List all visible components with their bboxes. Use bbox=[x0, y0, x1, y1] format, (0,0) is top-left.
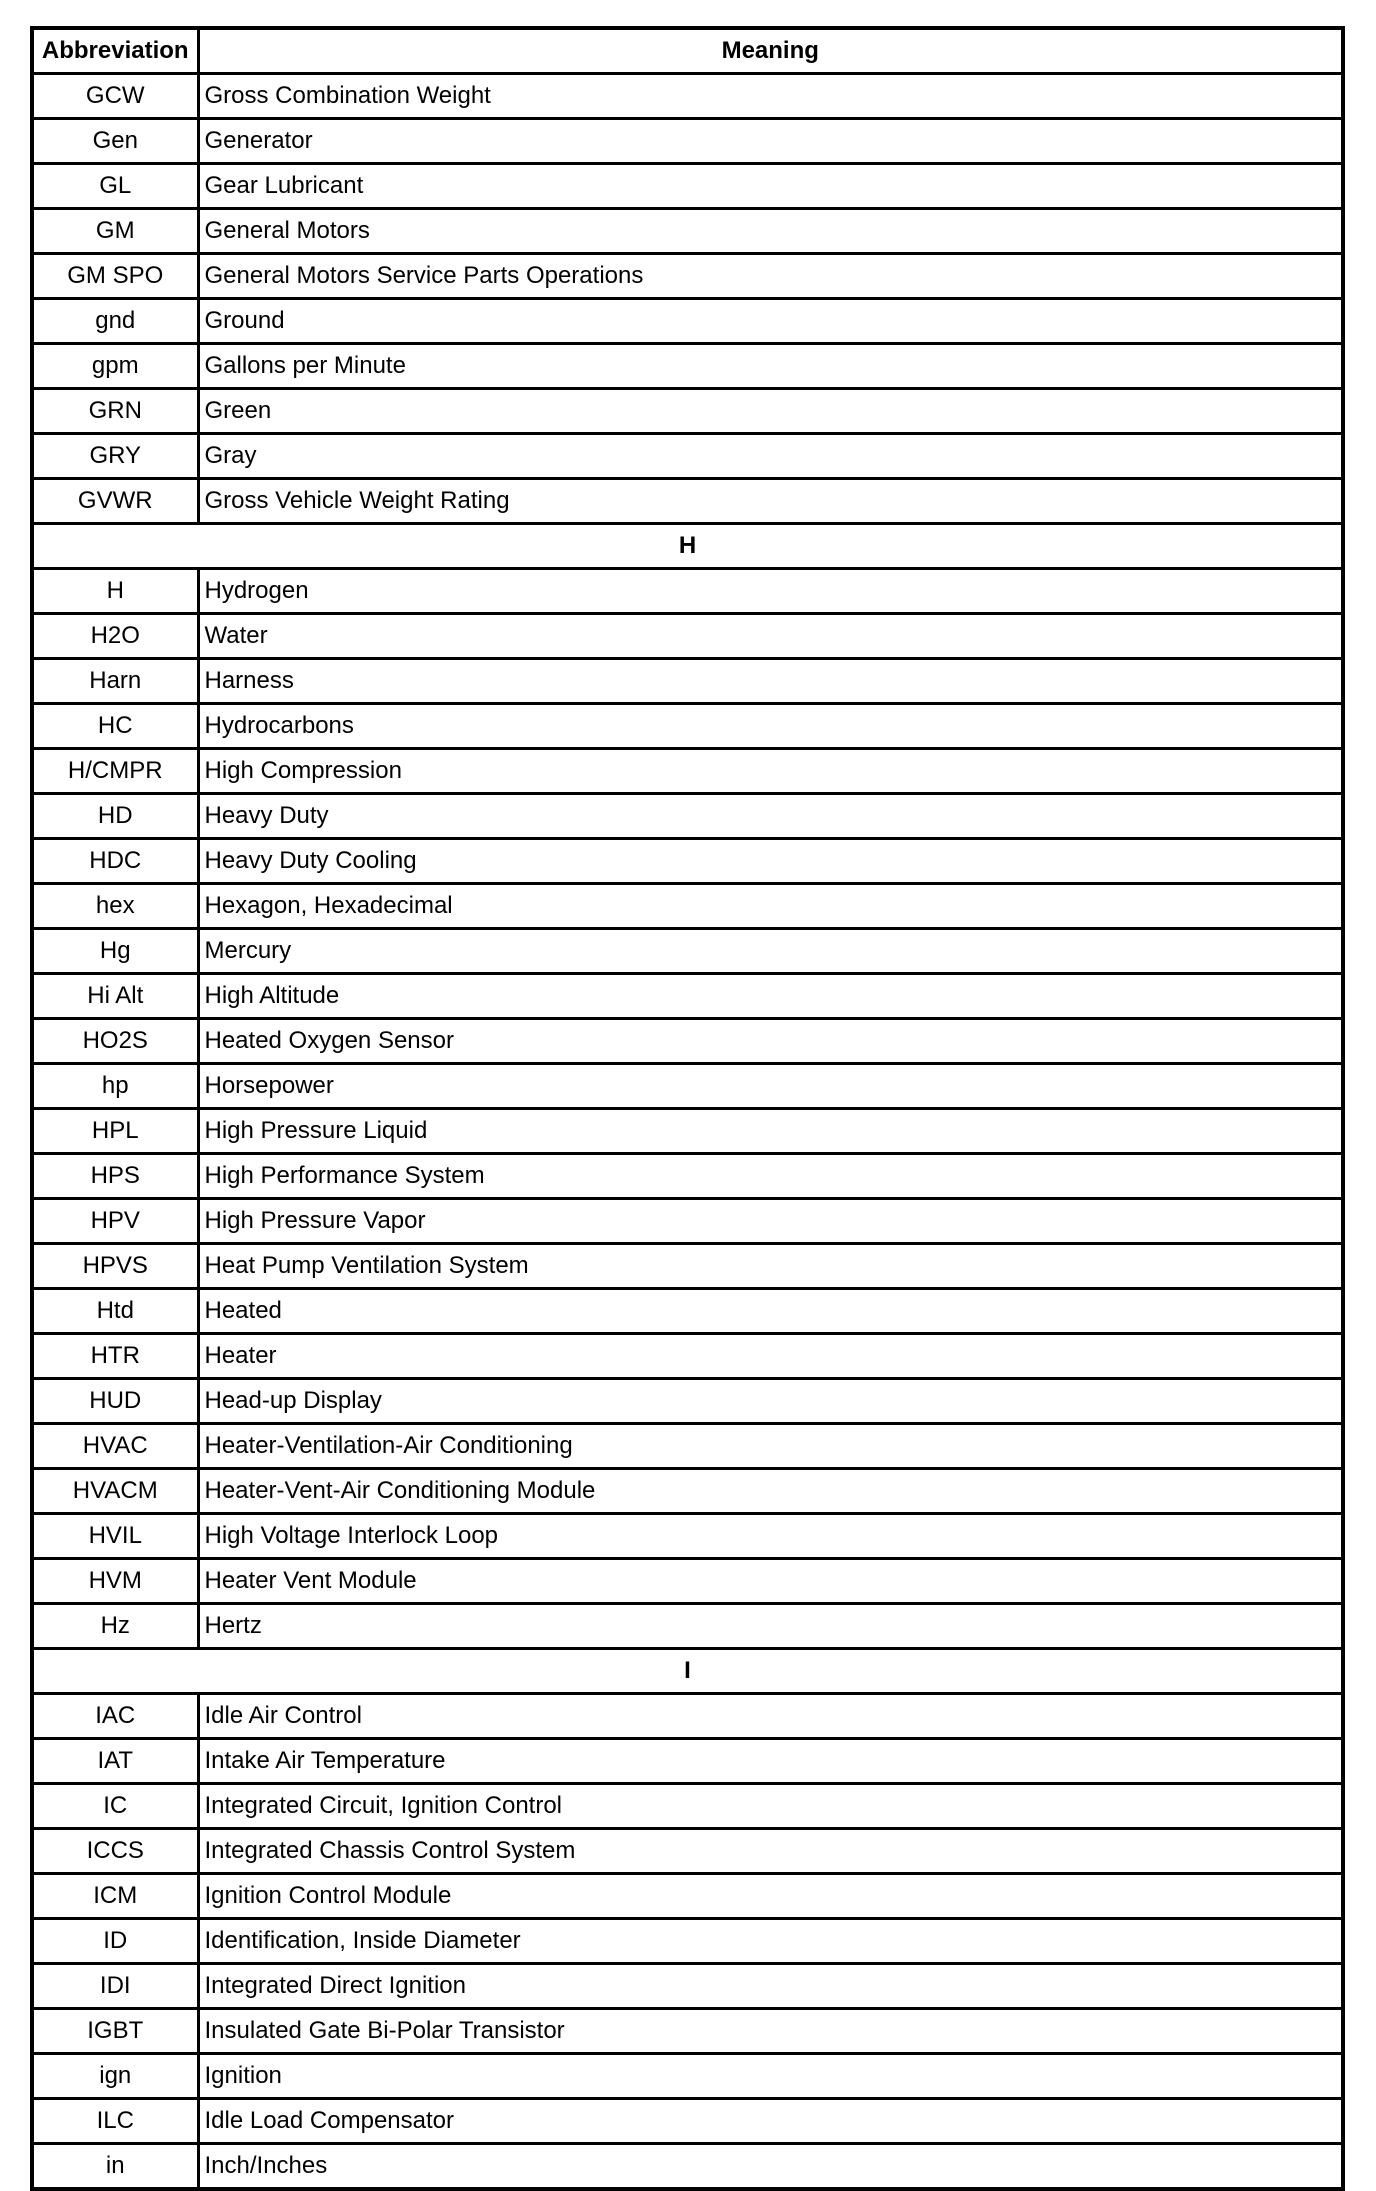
abbreviation-cell: HD bbox=[32, 794, 198, 839]
abbreviation-cell: GM SPO bbox=[32, 254, 198, 299]
abbreviation-cell: Hg bbox=[32, 929, 198, 974]
meaning-cell: Gear Lubricant bbox=[198, 164, 1343, 209]
table-row bbox=[32, 1919, 1343, 1964]
meaning-cell: Harness bbox=[198, 659, 1343, 704]
table-row bbox=[32, 1109, 1343, 1154]
abbreviation-cell: HVAC bbox=[32, 1424, 198, 1469]
table-row bbox=[32, 839, 1343, 884]
table-row bbox=[32, 74, 1343, 119]
meaning-cell: High Compression bbox=[198, 749, 1343, 794]
meaning-cell: Hydrocarbons bbox=[198, 704, 1343, 749]
table-row bbox=[32, 2009, 1343, 2054]
table-row bbox=[32, 1064, 1343, 1109]
abbreviation-cell: IDI bbox=[32, 1964, 198, 2009]
abbreviation-cell: H/CMPR bbox=[32, 749, 198, 794]
abbreviation-cell: HVIL bbox=[32, 1514, 198, 1559]
meaning-cell: High Altitude bbox=[198, 974, 1343, 1019]
table-row bbox=[32, 2054, 1343, 2099]
abbreviation-cell: ID bbox=[32, 1919, 198, 1964]
table-row bbox=[32, 344, 1343, 389]
table-row bbox=[32, 1874, 1343, 1919]
meaning-cell: Inch/Inches bbox=[198, 2144, 1343, 2190]
meaning-cell: Heated bbox=[198, 1289, 1343, 1334]
meaning-cell: Mercury bbox=[198, 929, 1343, 974]
meaning-cell: Head-up Display bbox=[198, 1379, 1343, 1424]
abbreviation-cell: GM bbox=[32, 209, 198, 254]
table-row bbox=[32, 209, 1343, 254]
meaning-cell: Generator bbox=[198, 119, 1343, 164]
table-row bbox=[32, 1244, 1343, 1289]
abbreviation-cell: hex bbox=[32, 884, 198, 929]
meaning-cell: Insulated Gate Bi-Polar Transistor bbox=[198, 2009, 1343, 2054]
abbreviation-cell: HDC bbox=[32, 839, 198, 884]
meaning-cell: General Motors Service Parts Operations bbox=[198, 254, 1343, 299]
table-row bbox=[32, 2099, 1343, 2144]
table-row bbox=[32, 434, 1343, 479]
table-row bbox=[32, 164, 1343, 209]
section-heading: H bbox=[32, 524, 1343, 569]
abbreviation-cell: IGBT bbox=[32, 2009, 198, 2054]
abbreviation-cell: IAC bbox=[32, 1694, 198, 1739]
table-row bbox=[32, 1829, 1343, 1874]
meaning-cell: Idle Air Control bbox=[198, 1694, 1343, 1739]
column-header-abbreviation: Abbreviation bbox=[32, 28, 198, 74]
abbreviation-cell: Htd bbox=[32, 1289, 198, 1334]
section-heading: I bbox=[32, 1649, 1343, 1694]
meaning-cell: Ground bbox=[198, 299, 1343, 344]
table-row bbox=[32, 1424, 1343, 1469]
meaning-cell: Hexagon, Hexadecimal bbox=[198, 884, 1343, 929]
table-row bbox=[32, 254, 1343, 299]
abbreviation-table bbox=[30, 26, 1345, 2191]
abbreviation-cell: in bbox=[32, 2144, 198, 2190]
table-row bbox=[32, 1604, 1343, 1649]
abbreviation-cell: gnd bbox=[32, 299, 198, 344]
abbreviation-cell: HTR bbox=[32, 1334, 198, 1379]
table-row bbox=[32, 1694, 1343, 1739]
abbreviation-cell: GRY bbox=[32, 434, 198, 479]
abbreviation-cell: hp bbox=[32, 1064, 198, 1109]
meaning-cell: Ignition bbox=[198, 2054, 1343, 2099]
meaning-cell: Integrated Circuit, Ignition Control bbox=[198, 1784, 1343, 1829]
abbreviation-cell: IC bbox=[32, 1784, 198, 1829]
abbreviation-cell: HPVS bbox=[32, 1244, 198, 1289]
abbreviation-cell: GVWR bbox=[32, 479, 198, 524]
table-row bbox=[32, 2144, 1343, 2190]
meaning-cell: Heater bbox=[198, 1334, 1343, 1379]
abbreviation-cell: GRN bbox=[32, 389, 198, 434]
table-row bbox=[32, 749, 1343, 794]
table-row bbox=[32, 929, 1343, 974]
meaning-cell: Identification, Inside Diameter bbox=[198, 1919, 1343, 1964]
meaning-cell: Hydrogen bbox=[198, 569, 1343, 614]
table-row bbox=[32, 1019, 1343, 1064]
abbreviation-cell: ICCS bbox=[32, 1829, 198, 1874]
meaning-cell: General Motors bbox=[198, 209, 1343, 254]
abbreviation-cell: HVACM bbox=[32, 1469, 198, 1514]
meaning-cell: Integrated Direct Ignition bbox=[198, 1964, 1343, 2009]
abbreviation-cell: ign bbox=[32, 2054, 198, 2099]
meaning-cell: Heated Oxygen Sensor bbox=[198, 1019, 1343, 1064]
table-row bbox=[32, 299, 1343, 344]
table-row bbox=[32, 659, 1343, 704]
meaning-cell: Water bbox=[198, 614, 1343, 659]
table-row bbox=[32, 479, 1343, 524]
meaning-cell: Green bbox=[198, 389, 1343, 434]
table-row bbox=[32, 974, 1343, 1019]
table-row bbox=[32, 389, 1343, 434]
table-header bbox=[32, 28, 1343, 74]
table-row bbox=[32, 704, 1343, 749]
abbreviation-cell: HC bbox=[32, 704, 198, 749]
meaning-cell: High Voltage Interlock Loop bbox=[198, 1514, 1343, 1559]
meaning-cell: Integrated Chassis Control System bbox=[198, 1829, 1343, 1874]
meaning-cell: Gallons per Minute bbox=[198, 344, 1343, 389]
abbreviation-cell: GL bbox=[32, 164, 198, 209]
table-row bbox=[32, 1154, 1343, 1199]
meaning-cell: Gross Combination Weight bbox=[198, 74, 1343, 119]
meaning-cell: Heater-Ventilation-Air Conditioning bbox=[198, 1424, 1343, 1469]
meaning-cell: Heat Pump Ventilation System bbox=[198, 1244, 1343, 1289]
header-row bbox=[32, 28, 1343, 74]
abbreviation-cell: HVM bbox=[32, 1559, 198, 1604]
table-row bbox=[32, 1784, 1343, 1829]
meaning-cell: High Performance System bbox=[198, 1154, 1343, 1199]
table-row bbox=[32, 614, 1343, 659]
table-row bbox=[32, 1199, 1343, 1244]
abbreviation-cell: Gen bbox=[32, 119, 198, 164]
meaning-cell: High Pressure Liquid bbox=[198, 1109, 1343, 1154]
table-row bbox=[32, 1334, 1343, 1379]
abbreviation-cell: HPS bbox=[32, 1154, 198, 1199]
table-row bbox=[32, 1739, 1343, 1784]
meaning-cell: High Pressure Vapor bbox=[198, 1199, 1343, 1244]
column-header-meaning: Meaning bbox=[198, 28, 1343, 74]
meaning-cell: Gross Vehicle Weight Rating bbox=[198, 479, 1343, 524]
abbreviation-cell: H bbox=[32, 569, 198, 614]
table-row bbox=[32, 1964, 1343, 2009]
abbreviation-cell: Harn bbox=[32, 659, 198, 704]
section-row bbox=[32, 524, 1343, 569]
meaning-cell: Idle Load Compensator bbox=[198, 2099, 1343, 2144]
abbreviation-cell: HUD bbox=[32, 1379, 198, 1424]
abbreviation-cell: IAT bbox=[32, 1739, 198, 1784]
meaning-cell: Heavy Duty bbox=[198, 794, 1343, 839]
abbreviation-cell: GCW bbox=[32, 74, 198, 119]
table-row bbox=[32, 1559, 1343, 1604]
table-row bbox=[32, 1289, 1343, 1334]
meaning-cell: Intake Air Temperature bbox=[198, 1739, 1343, 1784]
table-row bbox=[32, 1514, 1343, 1559]
abbreviation-cell: HPV bbox=[32, 1199, 198, 1244]
meaning-cell: Horsepower bbox=[198, 1064, 1343, 1109]
table-row bbox=[32, 794, 1343, 839]
meaning-cell: Heater Vent Module bbox=[198, 1559, 1343, 1604]
abbreviation-cell: Hi Alt bbox=[32, 974, 198, 1019]
table-body bbox=[32, 74, 1343, 2190]
table-row bbox=[32, 1469, 1343, 1514]
table-row bbox=[32, 569, 1343, 614]
meaning-cell: Heater-Vent-Air Conditioning Module bbox=[198, 1469, 1343, 1514]
table-row bbox=[32, 884, 1343, 929]
table-row bbox=[32, 1379, 1343, 1424]
abbreviation-cell: ILC bbox=[32, 2099, 198, 2144]
abbreviation-cell: Hz bbox=[32, 1604, 198, 1649]
abbreviation-cell: gpm bbox=[32, 344, 198, 389]
meaning-cell: Ignition Control Module bbox=[198, 1874, 1343, 1919]
section-row bbox=[32, 1649, 1343, 1694]
meaning-cell: Hertz bbox=[198, 1604, 1343, 1649]
meaning-cell: Gray bbox=[198, 434, 1343, 479]
abbreviation-cell: H2O bbox=[32, 614, 198, 659]
abbreviation-cell: HO2S bbox=[32, 1019, 198, 1064]
abbreviation-cell: ICM bbox=[32, 1874, 198, 1919]
meaning-cell: Heavy Duty Cooling bbox=[198, 839, 1343, 884]
table-row bbox=[32, 119, 1343, 164]
abbreviation-cell: HPL bbox=[32, 1109, 198, 1154]
